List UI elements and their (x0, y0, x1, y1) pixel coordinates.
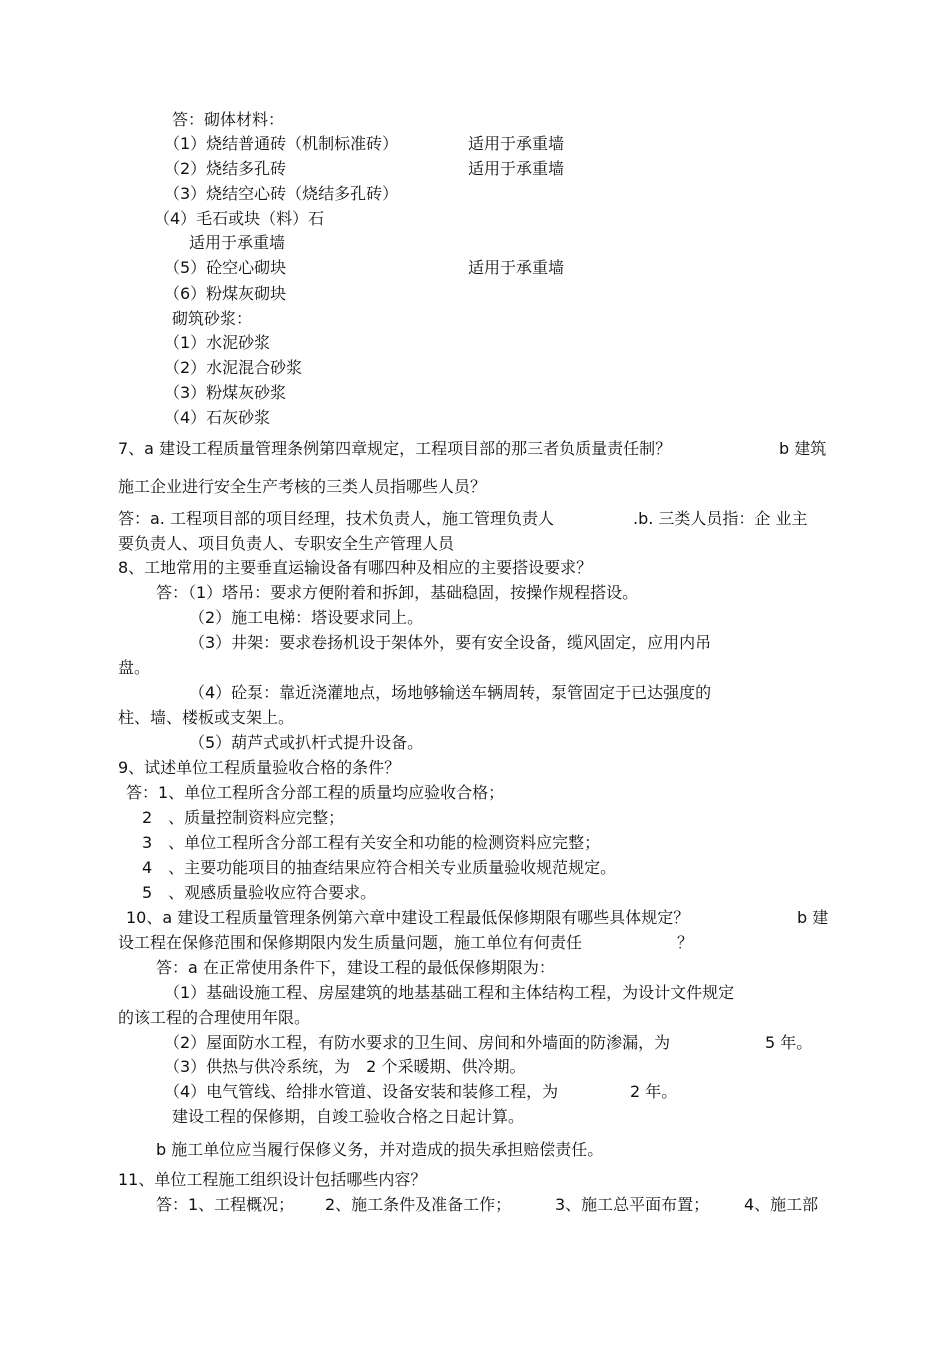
text-line: ？ (677, 933, 694, 952)
text-line: 适用于承重墙 (468, 134, 565, 153)
text-line: （5）葫芦式或扒杆式提升设备。 (189, 733, 424, 752)
text-line: （4）砼泵：靠近浇灌地点，场地够输送车辆周转，泵管固定于已达强度的 (189, 683, 712, 702)
text-line: 盘。 (118, 658, 151, 677)
text-line: 砌筑砂浆： (172, 309, 253, 328)
text-line: （2）施工电梯：塔设要求同上。 (189, 608, 424, 627)
text-line: b 施工单位应当履行保修义务，并对造成的损失承担赔偿责任。 (156, 1140, 604, 1159)
text-line: 2、施工条件及准备工作； (325, 1195, 512, 1214)
text-line: 的该工程的合理使用年限。 (118, 1008, 311, 1027)
text-line: 施工企业进行安全生产考核的三类人员指哪些人员？ (118, 477, 487, 496)
text-line: 2 年。 (630, 1082, 678, 1101)
text-line: （3）供热与供冷系统，为 2 个采暖期、供冷期。 (164, 1057, 526, 1076)
text-line: （5）砼空心砌块 (164, 258, 287, 277)
text-line: （3）井架：要求卷扬机设于架体外，要有安全设备，缆风固定，应用内吊 (189, 633, 712, 652)
text-line: b 建筑 (779, 439, 827, 458)
text-line: 答：a. 工程项目部的项目经理，技术负责人，施工管理负责人 (118, 509, 554, 528)
text-line: 建设工程的保修期，自竣工验收合格之日起计算。 (172, 1107, 525, 1126)
text-line: 2 、质量控制资料应完整； (142, 808, 345, 827)
text-line: .b. 三类人员指：企 业主 (633, 509, 808, 528)
question-7: 7、a 建设工程质量管理条例第四章规定，工程项目部的那三者负质量责任制？ (118, 439, 672, 458)
text-line: 要负责人、项目负责人、专职安全生产管理人员 (118, 534, 455, 553)
text-line: 答：（1）塔吊：要求方便附着和拆卸，基础稳固，按操作规程搭设。 (156, 583, 639, 602)
text-line: 设工程在保修范围和保修期限内发生质量问题，施工单位有何责任 (118, 933, 583, 952)
text-line: 5 、观感质量验收应符合要求。 (142, 883, 377, 902)
text-line: 5 年。 (765, 1033, 813, 1052)
question-11: 11、单位工程施工组织设计包括哪些内容？ (118, 1170, 427, 1189)
text-line: （4）电气管线、给排水管道、设备安装和装修工程，为 (164, 1082, 559, 1101)
text-line: 适用于承重墙 (468, 258, 565, 277)
text-line: （2）水泥混合砂浆 (164, 358, 303, 377)
text-line: 答：a 在正常使用条件下，建设工程的最低保修期限为： (156, 958, 555, 977)
question-9: 9、试述单位工程质量验收合格的条件？ (118, 758, 401, 777)
text-line: （2）屋面防水工程，有防水要求的卫生间、房间和外墙面的防渗漏，为 (164, 1033, 671, 1052)
question-10: 10、a 建设工程质量管理条例第六章中建设工程最低保修期限有哪些具体规定？ (126, 908, 690, 927)
text-line: 答：1、单位工程所含分部工程的质量均应验收合格； (126, 783, 505, 802)
text-line: （2）烧结多孔砖 (164, 159, 287, 178)
question-8: 8、工地常用的主要垂直运输设备有哪四种及相应的主要搭设要求？ (118, 558, 593, 577)
text-line: 答：1、工程概况； (156, 1195, 295, 1214)
text-line: 3 、单位工程所含分部工程有关安全和功能的检测资料应完整； (142, 833, 601, 852)
text-line: （1）基础设施工程、房屋建筑的地基基础工程和主体结构工程，为设计文件规定 (164, 983, 735, 1002)
text-line: 适用于承重墙 (189, 233, 286, 252)
text-line: 柱、墙、楼板或支架上。 (118, 708, 295, 727)
text-line: 4、施工部 (744, 1195, 819, 1214)
text-line: （3）烧结空心砖（烧结多孔砖） (164, 184, 399, 203)
text-line: （6）粉煤灰砌块 (164, 284, 287, 303)
text-line: （1）水泥砂浆 (164, 333, 271, 352)
text-line: b 建 (797, 908, 829, 927)
text-line: （4）毛石或块（料）石 (154, 209, 325, 228)
text-line: （4）石灰砂浆 (164, 408, 271, 427)
text-line: （3）粉煤灰砂浆 (164, 383, 287, 402)
text-line: （1）烧结普通砖（机制标准砖） (164, 134, 399, 153)
text-line: 3、施工总平面布置； (555, 1195, 710, 1214)
text-line: 适用于承重墙 (468, 159, 565, 178)
text-line: 答：砌体材料： (172, 110, 285, 129)
text-line: 4 、主要功能项目的抽查结果应符合相关专业质量验收规范规定。 (142, 858, 617, 877)
